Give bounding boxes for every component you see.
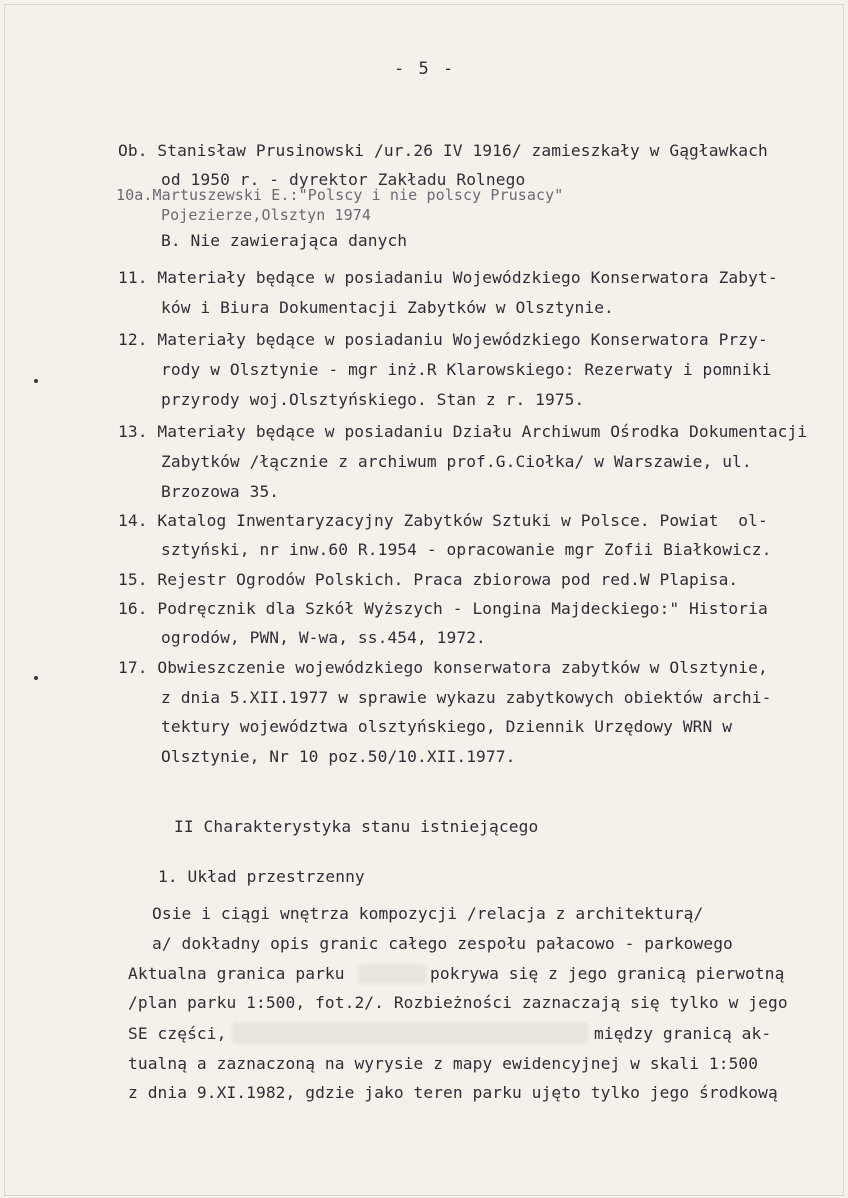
text-line-16-cont: ogrodów, PWN, W-wa, ss.454, 1972. — [161, 628, 486, 647]
text-line-17-cont2: tektury województwa olsztyńskiego, Dziennik Urzędowy WRN w — [161, 717, 733, 736]
text-line-10a-cont: Pojezierze,Olsztyn 1974 — [161, 206, 372, 224]
body-line-4: /plan parku 1:500, fot.2/. Rozbieżności zaznaczają się tylko w jego — [128, 993, 788, 1012]
text-line-17-cont3: Olsztynie, Nr 10 poz.50/10.XII.1977. — [161, 747, 516, 766]
text-line-14: 14. Katalog Inwentaryzacyjny Zabytków Sztuki w Polsce. Powiat ol- — [118, 511, 768, 530]
body-line-5b: między granicą ak- — [594, 1024, 772, 1043]
margin-dot — [34, 379, 38, 383]
erased-text-2 — [232, 1022, 588, 1044]
text-line-16: 16. Podręcznik dla Szkół Wyższych - Longina Majdeckiego:" Historia — [118, 599, 768, 618]
body-line-5a: SE części, — [128, 1024, 227, 1043]
text-line-13-cont2: Brzozowa 35. — [161, 482, 280, 501]
text-line-11: 11. Materiały będące w posiadaniu Wojewódzkiego Konserwatora Zabyt- — [118, 268, 778, 287]
text-line-12-cont2: przyrody woj.Olsztyńskiego. Stan z r. 1975. — [161, 390, 585, 409]
body-line-2: a/ dokładny opis granic całego zespołu pałacowo - parkowego — [152, 934, 733, 953]
body-line-6: tualną a zaznaczoną na wyrysie z mapy ewidencyjnej w skali 1:500 — [128, 1054, 759, 1073]
text-line-15: 15. Rejestr Ogrodów Polskich. Praca zbiorowa pod red.W Plapisa. — [118, 570, 739, 589]
subsection-heading: 1. Układ przestrzenny — [158, 867, 365, 886]
text-line-ob: Ob. Stanisław Prusinowski /ur.26 IV 1916/ zamieszkały w Gągławkach — [118, 141, 768, 160]
text-line-ob-cont: od 1950 r. - dyrektor Zakładu Rolnego — [161, 170, 526, 189]
text-line-13-cont1: Zabytków /łącznie z archiwum prof.G.Ciołka/ w Warszawie, ul. — [161, 452, 752, 471]
text-line-14-cont: sztyński, nr inw.60 R.1954 - opracowanie mgr Zofii Białkowicz. — [161, 540, 772, 559]
body-line-3a: Aktualna granica parku — [128, 964, 345, 983]
page-number: - 5 - — [394, 59, 456, 79]
section-heading: II Charakterystyka stanu istniejącego — [174, 817, 539, 836]
text-line-12-cont1: rody w Olsztynie - mgr inż.R Klarowskiego: Rezerwaty i pomniki — [161, 360, 772, 379]
text-line-17-cont1: z dnia 5.XII.1977 w sprawie wykazu zabytkowych obiektów archi- — [161, 688, 772, 707]
text-line-13: 13. Materiały będące w posiadaniu Działu Archiwum Ośrodka Dokumentacji — [118, 422, 808, 441]
text-line-b: B. Nie zawierająca danych — [161, 231, 408, 250]
body-line-7: z dnia 9.XI.1982, gdzie jako teren parku ujęto tylko jego środkową — [128, 1083, 778, 1102]
body-line-3b: pokrywa się z jego granicą pierwotną — [430, 964, 785, 983]
text-line-17: 17. Obwieszczenie wojewódzkiego konserwatora zabytków w Olsztynie, — [118, 658, 768, 677]
body-line-1: Osie i ciągi wnętrza kompozycji /relacja z architekturą/ — [152, 904, 704, 923]
margin-dot — [34, 676, 38, 680]
erased-text — [358, 964, 426, 984]
text-line-12: 12. Materiały będące w posiadaniu Wojewódzkiego Konserwatora Przy- — [118, 330, 768, 349]
text-line-11-cont: ków i Biura Dokumentacji Zabytków w Olsztynie. — [161, 298, 614, 317]
text-line-10a: 10a.Martuszewski E.:"Polscy i nie polscy Prusacy" — [116, 186, 564, 204]
